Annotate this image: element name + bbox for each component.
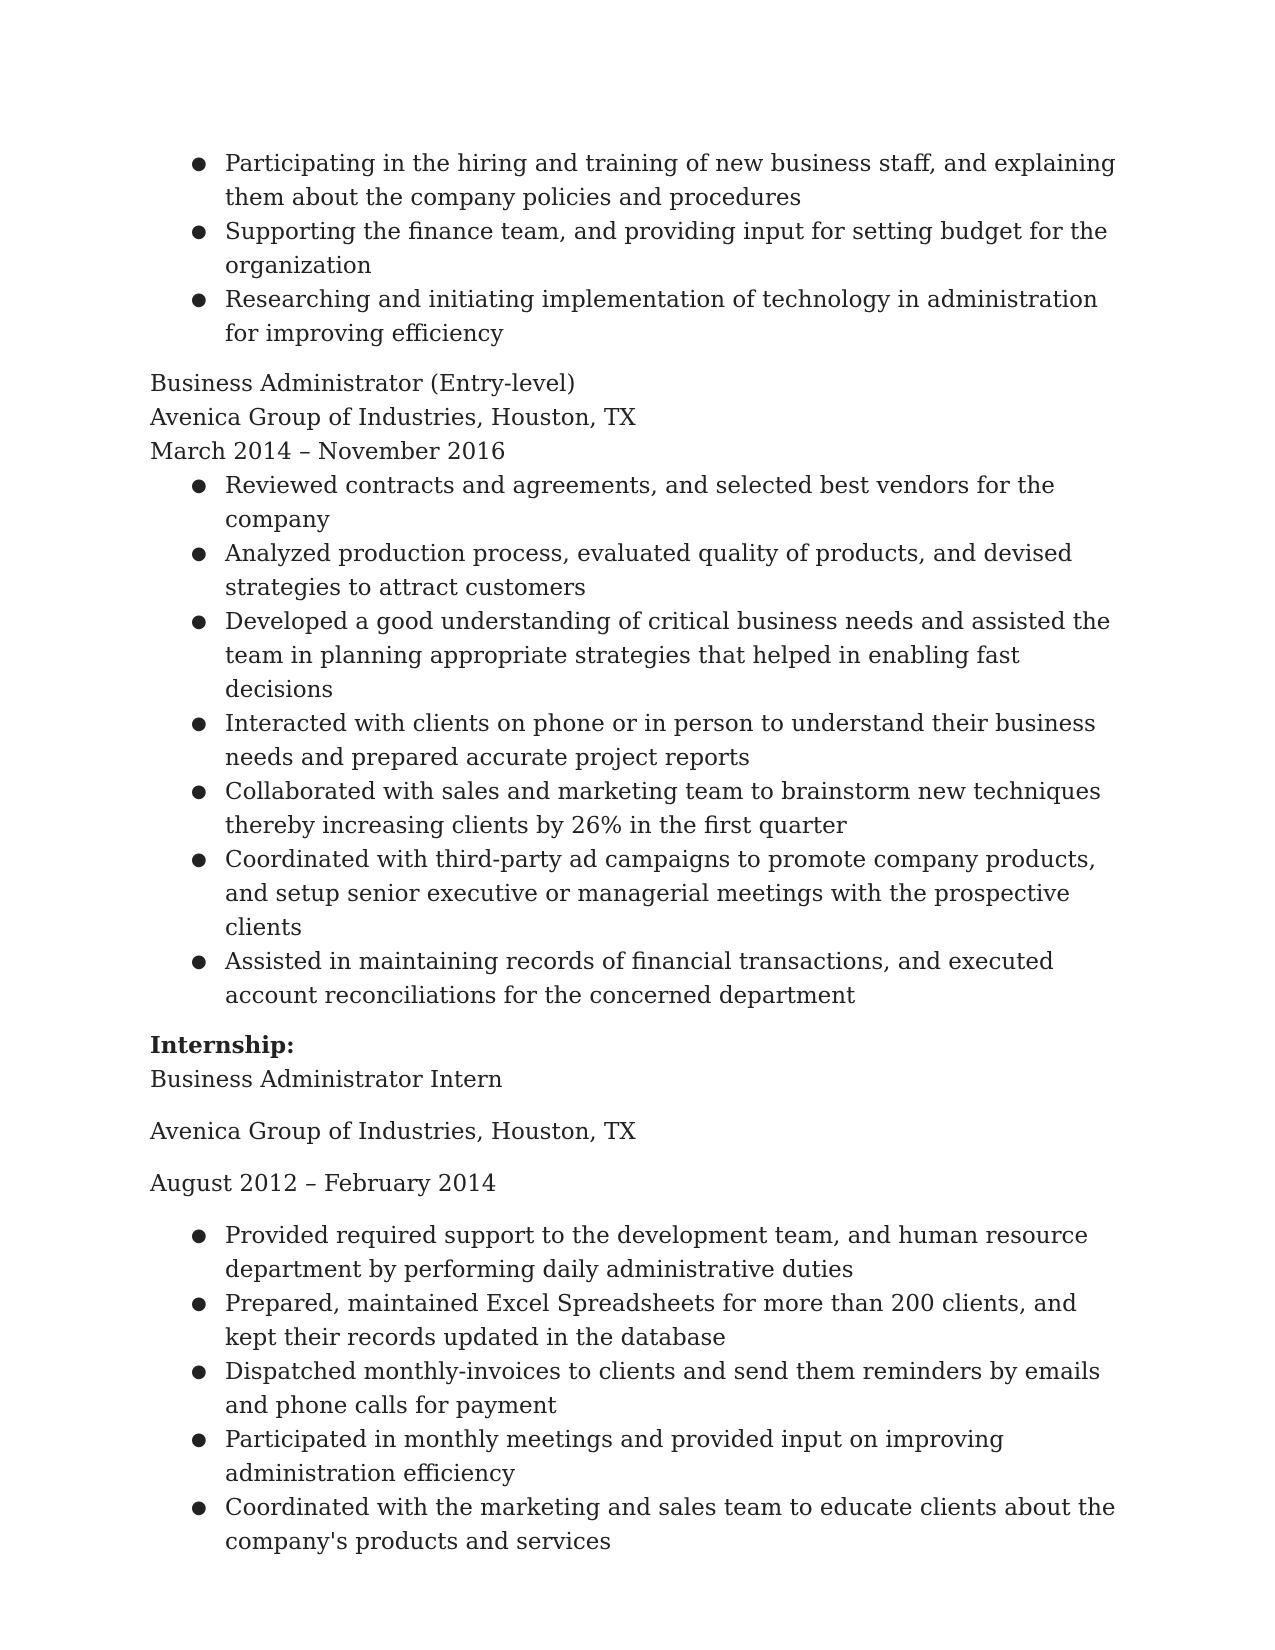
job-title: Business Administrator (Entry-level) (150, 371, 576, 397)
bullet-icon: ● (191, 1225, 207, 1246)
bullet-icon: ● (191, 951, 207, 972)
bullet-icon: ● (191, 1361, 207, 1382)
internship-duties (150, 1219, 1130, 1559)
list-item (150, 1287, 1130, 1355)
bullet-icon: ● (191, 611, 207, 632)
bullet-text: Reviewed contracts and agreements, and selected best vendors for the company (225, 473, 1055, 533)
job-company: Avenica Group of Industries, Houston, TX (150, 405, 636, 431)
list-item (150, 147, 1130, 215)
job-duties (150, 469, 1130, 1013)
list-item (150, 215, 1130, 283)
internship-company: Avenica Group of Industries, Houston, TX (150, 1119, 636, 1145)
bullet-icon: ● (191, 1293, 207, 1314)
list-item (150, 707, 1130, 775)
bullet-text: Coordinated with third-party ad campaigns to promote company products, and setup senior executive or managerial meetings with the prospective clients (225, 847, 1096, 941)
list-item (150, 1355, 1130, 1423)
bullet-text: Participating in the hiring and training of new business staff, and explaining them about the company policies and procedures (225, 151, 1116, 211)
list-item (150, 537, 1130, 605)
bullet-text: Interacted with clients on phone or in person to understand their business needs and prepared accurate project reports (225, 711, 1096, 771)
list-item (150, 775, 1130, 843)
list-item (150, 843, 1130, 945)
bullet-text: Coordinated with the marketing and sales team to educate clients about the company's products and services (225, 1495, 1116, 1555)
list-item (150, 945, 1130, 1013)
list-item (150, 469, 1130, 537)
bullet-text: Prepared, maintained Excel Spreadsheets for more than 200 clients, and kept their records updated in the database (225, 1291, 1077, 1351)
bullet-text: Supporting the finance team, and providing input for setting budget for the organization (225, 219, 1108, 279)
list-item (150, 283, 1130, 351)
bullet-text: Analyzed production process, evaluated quality of products, and devised strategies to attract customers (225, 541, 1073, 601)
previous-role-duties (150, 147, 1130, 351)
resume-content (150, 147, 1130, 1559)
bullet-icon: ● (191, 289, 207, 310)
bullet-icon: ● (191, 153, 207, 174)
bullet-text: Assisted in maintaining records of financial transactions, and executed account reconciliations for the concerned department (225, 949, 1054, 1009)
bullet-icon: ● (191, 1497, 207, 1518)
internship-title: Business Administrator Intern (150, 1067, 503, 1093)
bullet-text: Researching and initiating implementation of technology in administration for improving efficiency (225, 287, 1098, 347)
bullet-icon: ● (191, 475, 207, 496)
bullet-text: Participated in monthly meetings and provided input on improving administration efficiency (225, 1427, 1004, 1487)
bullet-icon: ● (191, 221, 207, 242)
list-item (150, 1219, 1130, 1287)
bullet-text: Dispatched monthly-invoices to clients and send them reminders by emails and phone calls for payment (225, 1359, 1101, 1419)
bullet-icon: ● (191, 849, 207, 870)
internship-dates: August 2012 – February 2014 (150, 1171, 497, 1197)
bullet-text: Collaborated with sales and marketing team to brainstorm new techniques thereby increasing clients by 26% in the first quarter (225, 779, 1101, 839)
bullet-icon: ● (191, 781, 207, 802)
bullet-text: Provided required support to the development team, and human resource department by performing daily administrative duties (225, 1223, 1089, 1283)
bullet-text: Developed a good understanding of critical business needs and assisted the team in planning appropriate strategies that helped in enabling fast decisions (225, 609, 1111, 703)
internship-heading: Internship: (150, 1032, 295, 1059)
job-dates: March 2014 – November 2016 (150, 439, 506, 465)
bullet-icon: ● (191, 713, 207, 734)
bullet-icon: ● (191, 543, 207, 564)
list-item (150, 605, 1130, 707)
list-item (150, 1423, 1130, 1491)
list-item (150, 1491, 1130, 1559)
bullet-icon: ● (191, 1429, 207, 1450)
